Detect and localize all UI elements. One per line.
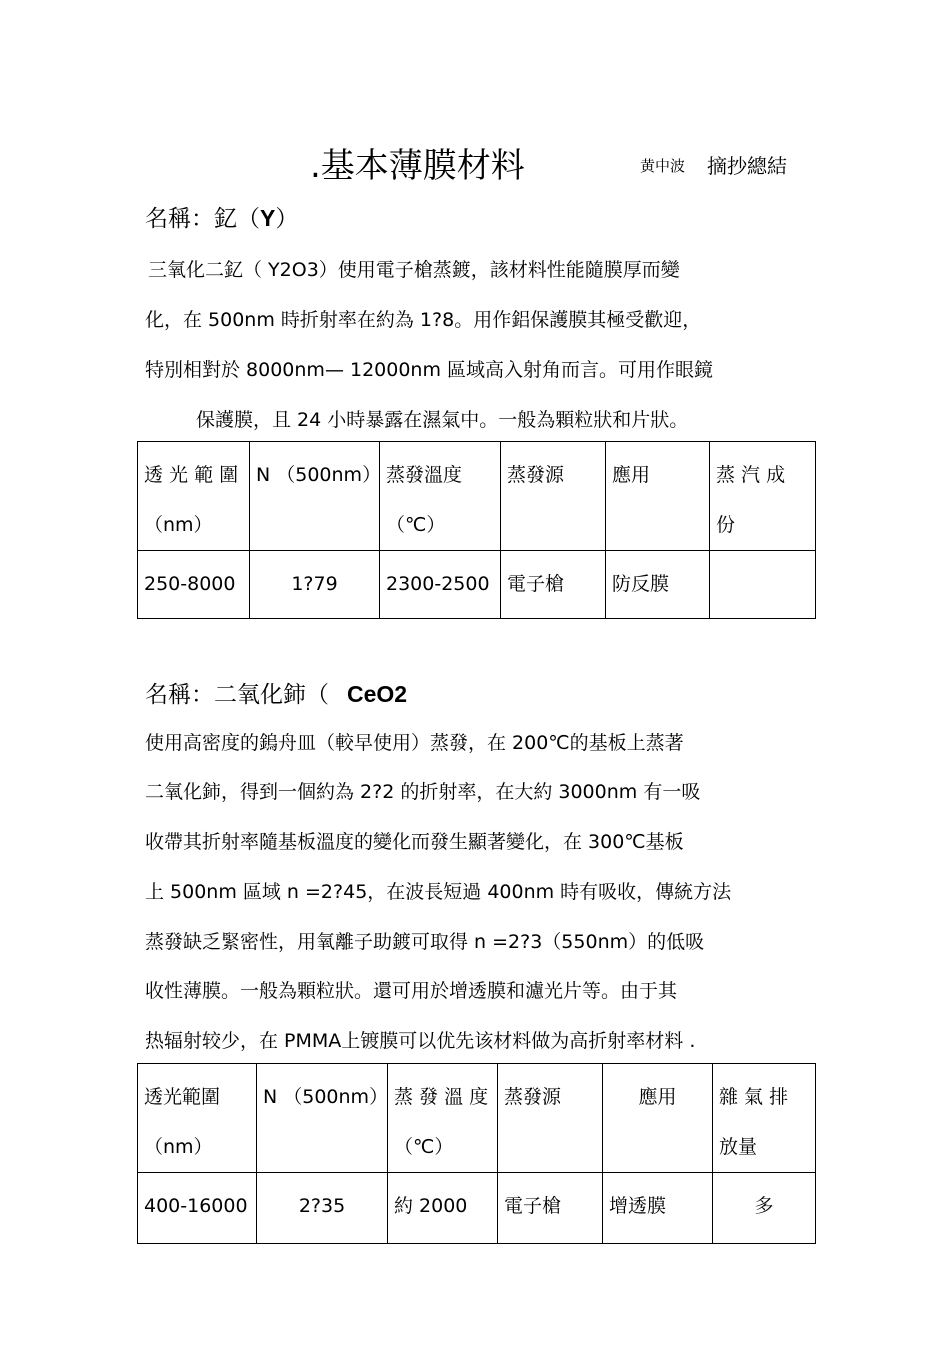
table-cell: 2300-2500 xyxy=(380,551,501,619)
table-cell: 1?79 xyxy=(250,551,380,619)
page-title: .基本薄膜材料 xyxy=(310,146,525,186)
table-header-cell: N （500nm） xyxy=(257,1064,388,1173)
table-header-row xyxy=(138,1064,816,1173)
table-header-cell: 蒸發源 xyxy=(501,442,606,551)
table-header-cell: 蒸發源 xyxy=(498,1064,603,1173)
table-header-cell: 蒸發溫度（℃） xyxy=(380,442,501,551)
section1-table xyxy=(137,441,816,619)
section1-line-2: 化，在 500nm 時折射率在約為 1?8。用作鋁保護膜其極受歡迎， xyxy=(145,309,702,331)
section1-line-4: 保護膜，且 24 小時暴露在濕氣中。一般為顆粒狀和片狀。 xyxy=(196,409,689,431)
section2-line-5: 蒸發缺乏緊密性，用氧離子助鍍可取得 n =2?3（550nm）的低吸 xyxy=(145,931,705,953)
section1-heading xyxy=(145,200,298,233)
table-header-cell: 蒸 發 溫 度（℃） xyxy=(388,1064,498,1173)
table-cell: 電子槍 xyxy=(498,1173,603,1244)
table-cell: 250-8000 xyxy=(138,551,250,619)
table-row xyxy=(138,551,816,619)
section2-line-3: 收帶其折射率隨基板溫度的變化而發生顯著變化，在 300℃基板 xyxy=(145,831,684,853)
table-cell: 防反膜 xyxy=(606,551,710,619)
section2-heading-prefix: 名稱：二氧化鈰（ xyxy=(145,682,329,708)
section2-line-7: 热辐射较少，在 PMMA上镀膜可以优先该材料做为高折射率材料 . xyxy=(145,1030,696,1052)
table-cell: 電子槍 xyxy=(501,551,606,619)
section1-formula: Y xyxy=(260,205,276,231)
table-cell: 400-16000 xyxy=(138,1173,257,1244)
table-header-cell: 應用 xyxy=(603,1064,713,1173)
section2-table xyxy=(137,1063,816,1244)
header-note: 摘抄總結 xyxy=(707,154,787,178)
section2-line-2: 二氧化鈰，得到一個約為 2?2 的折射率，在大約 3000nm 有一吸 xyxy=(145,781,701,803)
table-header-cell: 應用 xyxy=(606,442,710,551)
table-header-cell: 蒸 汽 成 份 xyxy=(710,442,816,551)
section2-formula: CeO2 xyxy=(347,681,408,707)
section1-line-3: 特別相對於 8000nm— 12000nm 區域高入射角而言。可用作眼鏡 xyxy=(145,359,714,381)
table-cell: 約 2000 xyxy=(388,1173,498,1244)
section1-heading-prefix: 名稱：釔（ xyxy=(145,206,260,232)
section2-line-6: 收性薄膜。一般為顆粒狀。還可用於增透膜和濾光片等。由于其 xyxy=(145,980,678,1002)
table-cell xyxy=(710,551,816,619)
table-header-cell: 雜 氣 排 放量 xyxy=(713,1064,816,1173)
table-header-row xyxy=(138,442,816,551)
table-cell: 多 xyxy=(713,1173,816,1244)
section2-line-1: 使用高密度的鎢舟皿（較早使用）蒸發，在 200℃的基板上蒸著 xyxy=(145,732,684,754)
section1-line-1: 三氧化二釔（ Y2O3）使用電子槍蒸鍍，該材料性能隨膜厚而變 xyxy=(148,259,680,281)
table-row xyxy=(138,1173,816,1244)
author-name: 黄中波 xyxy=(640,157,686,175)
table-cell: 增透膜 xyxy=(603,1173,713,1244)
section2-heading xyxy=(145,676,407,709)
table-cell: 2?35 xyxy=(257,1173,388,1244)
table-header-cell: 透光範圍（nm） xyxy=(138,1064,257,1173)
table-header-cell: 透 光 範 圍（nm） xyxy=(138,442,250,551)
section2-line-4: 上 500nm 區域 n =2?45，在波長短過 400nm 時有吸收，傳統方法 xyxy=(145,881,732,903)
table-header-cell: N （500nm） xyxy=(250,442,380,551)
section1-heading-suffix: ） xyxy=(275,206,299,232)
